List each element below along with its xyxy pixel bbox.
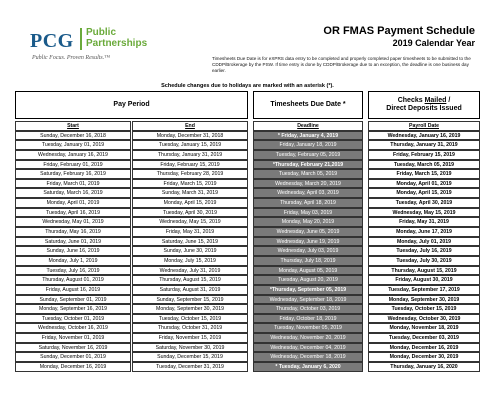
table-row xyxy=(15,169,480,179)
cell-end: Sunday, March 31, 2019 xyxy=(132,188,248,198)
cell-end: Wednesday, May 15, 2019 xyxy=(132,217,248,227)
cell-start: Wednesday, May 01, 2019 xyxy=(15,217,131,227)
table-row xyxy=(15,140,480,150)
table-row xyxy=(15,246,480,256)
cell-payroll-date: Thursday, January 31, 2019 xyxy=(368,140,480,150)
cell-start: Tuesday, October 01, 2019 xyxy=(15,314,131,324)
table-row xyxy=(15,352,480,362)
cell-deadline: * Tuesday, January 6, 2020 xyxy=(253,362,363,372)
cell-deadline: Monday, May 20, 2019 xyxy=(253,217,363,227)
cell-payroll-date: Friday, February 15, 2019 xyxy=(368,150,480,160)
table-row xyxy=(15,256,480,266)
schedule-table xyxy=(15,121,480,372)
deadline-note: Timesheets Due Date is for eXPRS data entry to be completed and properly completed paper timesheets to be submitted to the CDDP/Brokerage by the PSW. If time entry is done by CDDP/Brokerage due to an exception, the deadline is one business day earlier. xyxy=(212,56,471,73)
cell-end: Thursday, February 28, 2019 xyxy=(132,169,248,179)
cell-end: Sunday, September 15, 2019 xyxy=(132,295,248,305)
cell-deadline: Wednesday, September 18, 2019 xyxy=(253,295,363,305)
cell-payroll-date: Friday, March 15, 2019 xyxy=(368,169,480,179)
table-row xyxy=(15,304,480,314)
cell-deadline: Thursday, July 18, 2019 xyxy=(253,256,363,266)
header-start: Start xyxy=(15,121,131,131)
cell-start: Sunday, September 01, 2019 xyxy=(15,295,131,305)
cell-payroll-date: Thursday, August 15, 2019 xyxy=(368,266,480,276)
table-row xyxy=(15,333,480,343)
cell-end: Monday, April 15, 2019 xyxy=(132,198,248,208)
cell-end: Thursday, October 31, 2019 xyxy=(132,323,248,333)
group-checks-label-2: Direct Deposits Issued xyxy=(386,105,462,112)
table-row xyxy=(15,362,480,372)
cell-start: Monday, September 16, 2019 xyxy=(15,304,131,314)
cell-end: Monday, December 31, 2018 xyxy=(132,131,248,141)
logo-line-1: Public xyxy=(86,27,117,38)
table-row xyxy=(15,150,480,160)
cell-deadline: Monday, August 05, 2019 xyxy=(253,266,363,276)
group-pay-period xyxy=(15,91,248,119)
cell-payroll-date: Tuesday, December 03, 2019 xyxy=(368,333,480,343)
cell-payroll-date: Monday, June 17, 2019 xyxy=(368,227,480,237)
table-row xyxy=(15,323,480,333)
cell-deadline: Tuesday, August 20, 2019 xyxy=(253,275,363,285)
holiday-note: Schedule changes due to holidays are marked with an asterisk (*). xyxy=(161,83,334,89)
document-header xyxy=(0,0,495,80)
table-row xyxy=(15,131,480,141)
cell-end: Friday, November 15, 2019 xyxy=(132,333,248,343)
cell-deadline: Wednesday, July 03, 2019 xyxy=(253,246,363,256)
cell-end: Monday, September 30, 2019 xyxy=(132,304,248,314)
cell-payroll-date: Friday, May 31, 2019 xyxy=(368,217,480,227)
header-deadline: Deadline xyxy=(253,121,363,131)
cell-end: Tuesday, April 30, 2019 xyxy=(132,208,248,218)
group-timesheets-due xyxy=(253,91,363,119)
logo-public-partnerships xyxy=(86,27,166,49)
cell-start: Saturday, November 16, 2019 xyxy=(15,343,131,353)
cell-end: Saturday, June 15, 2019 xyxy=(132,237,248,247)
group-checks-mailed: Mailed xyxy=(424,97,447,104)
table-row xyxy=(15,208,480,218)
cell-payroll-date: Wednesday, January 16, 2019 xyxy=(368,131,480,141)
cell-payroll-date: Tuesday, September 17, 2019 xyxy=(368,285,480,295)
cell-payroll-date: Monday, November 18, 2019 xyxy=(368,323,480,333)
title-main: OR FMAS Payment Schedule xyxy=(323,25,475,37)
table-header-row xyxy=(15,121,480,131)
column-groups xyxy=(15,91,480,119)
cell-deadline: *Thursday, February 21,2019 xyxy=(253,160,363,170)
table-row xyxy=(15,198,480,208)
cell-payroll-date: Monday, April 15, 2019 xyxy=(368,188,480,198)
cell-start: Tuesday, January 01, 2019 xyxy=(15,140,131,150)
cell-start: Friday, November 01, 2019 xyxy=(15,333,131,343)
group-timesheets-label: Timesheets Due Date * xyxy=(270,101,346,108)
cell-end: Tuesday, January 15, 2019 xyxy=(132,140,248,150)
header-end: End xyxy=(132,121,248,131)
cell-deadline: Wednesday, December 18, 2019 xyxy=(253,352,363,362)
cell-deadline: Thursday, October 03, 2019 xyxy=(253,304,363,314)
table-row xyxy=(15,285,480,295)
cell-start: Saturday, June 01, 2019 xyxy=(15,237,131,247)
cell-payroll-date: Tuesday, April 30, 2019 xyxy=(368,198,480,208)
cell-end: Wednesday, July 31, 2019 xyxy=(132,266,248,276)
table-row xyxy=(15,295,480,305)
cell-start: Monday, April 01, 2019 xyxy=(15,198,131,208)
cell-deadline: Friday, January 18, 2019 xyxy=(253,140,363,150)
cell-payroll-date: Thursday, January 16, 2020 xyxy=(368,362,480,372)
cell-start: Tuesday, July 16, 2019 xyxy=(15,266,131,276)
cell-end: Sunday, June 30, 2019 xyxy=(132,246,248,256)
table-row xyxy=(15,160,480,170)
logo-tagline: Public Focus. Proven Results.™ xyxy=(32,55,111,61)
logo-line-2: Partnerships xyxy=(86,38,148,49)
cell-start: Saturday, February 16, 2019 xyxy=(15,169,131,179)
cell-deadline: Thursday, April 18, 2019 xyxy=(253,198,363,208)
cell-deadline: * Friday, January 4, 2019 xyxy=(253,131,363,141)
table-row xyxy=(15,314,480,324)
header-payroll-date: Payroll Date xyxy=(368,121,480,131)
group-checks-sep: / xyxy=(446,97,451,104)
cell-end: Monday, July 15, 2019 xyxy=(132,256,248,266)
group-checks xyxy=(368,91,480,119)
table-row xyxy=(15,343,480,353)
cell-end: Sunday, December 15, 2019 xyxy=(132,352,248,362)
cell-start: Sunday, December 01, 2019 xyxy=(15,352,131,362)
table-row xyxy=(15,275,480,285)
cell-payroll-date: Monday, July 01, 2019 xyxy=(368,237,480,247)
cell-start: Thursday, May 16, 2019 xyxy=(15,227,131,237)
cell-payroll-date: Monday, April 01, 2019 xyxy=(368,179,480,189)
cell-deadline: Wednesday, June 05, 2019 xyxy=(253,227,363,237)
table-row xyxy=(15,179,480,189)
cell-end: Tuesday, October 15, 2019 xyxy=(132,314,248,324)
cell-end: Friday, May 31, 2019 xyxy=(132,227,248,237)
cell-payroll-date: Friday, August 30, 2019 xyxy=(368,275,480,285)
group-checks-label-1: Checks xyxy=(397,97,423,104)
cell-start: Wednesday, October 16, 2019 xyxy=(15,323,131,333)
pcg-logo xyxy=(30,22,170,72)
cell-payroll-date: Wednesday, October 30, 2019 xyxy=(368,314,480,324)
cell-start: Friday, March 01, 2019 xyxy=(15,179,131,189)
cell-payroll-date: Monday, December 30, 2019 xyxy=(368,352,480,362)
cell-end: Thursday, January 31, 2019 xyxy=(132,150,248,160)
cell-payroll-date: Tuesday, March 05, 2019 xyxy=(368,160,480,170)
cell-deadline: Wednesday, April 03, 2019 xyxy=(253,188,363,198)
cell-deadline: Wednesday, November 20, 2019 xyxy=(253,333,363,343)
cell-start: Saturday, March 16, 2019 xyxy=(15,188,131,198)
cell-start: Monday, December 16, 2019 xyxy=(15,362,131,372)
table-row xyxy=(15,237,480,247)
group-pay-period-label: Pay Period xyxy=(113,101,150,108)
cell-deadline: Wednesday, December 04, 2019 xyxy=(253,343,363,353)
cell-start: Monday, July 1, 2019 xyxy=(15,256,131,266)
logo-pcg-text: PCG xyxy=(30,30,74,52)
table-row xyxy=(15,217,480,227)
cell-end: Saturday, August 31, 2019 xyxy=(132,285,248,295)
cell-start: Friday, February 01, 2019 xyxy=(15,160,131,170)
cell-deadline: Wednesday, June 19, 2019 xyxy=(253,237,363,247)
cell-deadline: Wednesday, March 20, 2019 xyxy=(253,179,363,189)
cell-payroll-date: Tuesday, July 30, 2019 xyxy=(368,256,480,266)
cell-end: Thursday, August 15, 2019 xyxy=(132,275,248,285)
cell-payroll-date: Wednesday, May 15, 2019 xyxy=(368,208,480,218)
cell-start: Thursday, August 01, 2019 xyxy=(15,275,131,285)
cell-end: Friday, February 15, 2019 xyxy=(132,160,248,170)
cell-payroll-date: Monday, September 30, 2019 xyxy=(368,295,480,305)
cell-end: Friday, March 15, 2019 xyxy=(132,179,248,189)
logo-divider xyxy=(80,28,82,50)
cell-payroll-date: Tuesday, October 15, 2019 xyxy=(368,304,480,314)
cell-deadline: Tuesday, November 05, 2019 xyxy=(253,323,363,333)
cell-deadline: Tuesday, February 05, 2019 xyxy=(253,150,363,160)
document-title xyxy=(323,25,475,48)
table-row xyxy=(15,266,480,276)
cell-deadline: Tuesday, March 05, 2019 xyxy=(253,169,363,179)
cell-payroll-date: Monday, December 16, 2019 xyxy=(368,343,480,353)
cell-start: Friday, August 16, 2019 xyxy=(15,285,131,295)
cell-start: Wednesday, January 16, 2019 xyxy=(15,150,131,160)
cell-deadline: Friday, May 03, 2019 xyxy=(253,208,363,218)
cell-deadline: *Thursday, September 05, 2019 xyxy=(253,285,363,295)
title-sub: 2019 Calendar Year xyxy=(392,38,475,48)
cell-start: Sunday, December 16, 2018 xyxy=(15,131,131,141)
cell-payroll-date: Tuesday, July 16, 2019 xyxy=(368,246,480,256)
cell-deadline: Friday, October 18, 2019 xyxy=(253,314,363,324)
table-row xyxy=(15,188,480,198)
cell-start: Tuesday, April 16, 2019 xyxy=(15,208,131,218)
cell-start: Sunday, June 16, 2019 xyxy=(15,246,131,256)
table-row xyxy=(15,227,480,237)
cell-end: Saturday, November 30, 2019 xyxy=(132,343,248,353)
cell-end: Tuesday, December 31, 2019 xyxy=(132,362,248,372)
